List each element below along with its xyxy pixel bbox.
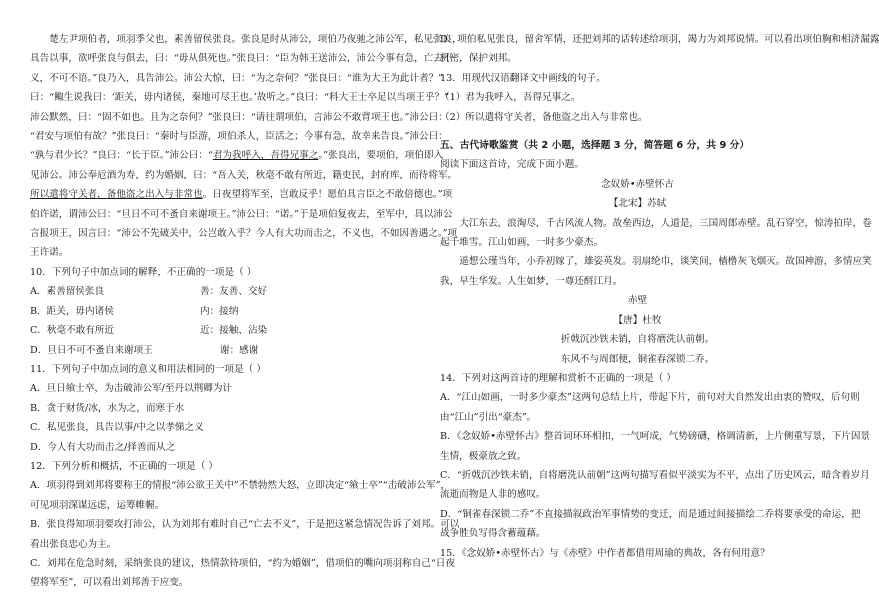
question-12-option-a-cont: 可见项羽深谋远虑，运筹帷幄。: [30, 499, 165, 511]
question-10-option-d: [30, 341, 430, 360]
passage-line: 具告以事，欲呼张良与俱去，曰：“毋从俱死也。”张良曰：“臣为韩王送沛公，沛公今事有急，亡去不: [30, 53, 453, 65]
underlined-sentence-1: 君为我呼入，吾得兄事之: [212, 150, 319, 162]
passage-line: 王许诺。: [30, 247, 69, 259]
passage-line: 楚左尹项伯者，项羽季父也，素善留侯张良。张良是时从沛公，项伯乃夜驰之沛公军，私见张良，: [49, 34, 462, 45]
question-14-option-a-cont: 由“江山”引出“豪杰”。: [440, 411, 537, 423]
question-13-item-1: （1）君为我呼入，吾得兄事之。: [440, 92, 581, 104]
question-10-stem: 10．下列句子中加点词的解释，不正确的一项是（ ）: [30, 266, 257, 278]
passage-line: [30, 185, 453, 204]
question-14-option-d-cont: 战争胜负写得含蓄蕴藉。: [440, 528, 546, 540]
passage-line: [30, 205, 453, 224]
poem-1-line: 遥想公瑾当年，小乔初嫁了，雄姿英发。羽扇纶巾，谈笑间，樯橹灰飞烟灭。故国神游，多情应笑: [459, 256, 872, 268]
option-gloss: 内：接纳: [200, 305, 239, 317]
question-11-option-d: D．今人有大功而击之/择善而从之: [30, 441, 176, 453]
question-14-option-b: B．《念奴娇•赤壁怀古》整首词环环相扣，一气呵成，气势磅礴，格调清新，上片侧重写景，下片因景: [440, 431, 871, 443]
question-12-option-d: D．项伯私见张良，留舍军情，还把刘邦的话转述给项羽，竭力为刘邦说情。可以看出项伯胸和相济漏露: [440, 34, 879, 45]
question-13-stem: 13．用现代汉语翻译文中画线的句子。: [440, 72, 606, 84]
question-10-option-b: [30, 302, 430, 321]
passage-text: 伯许诺，: [30, 208, 69, 220]
question-12-stem: 12．下列分析和概括，不正确的一项是（ ）: [30, 460, 218, 472]
passage-line: 见沛公。沛公奉卮酒为寿，约为婚姻，曰：“吾入关，秋毫不敢有所近，籍吏民，封府库，而待将军。: [30, 169, 458, 181]
poem-2-line: 东风不与周郎便，铜雀春深锁二乔。: [560, 353, 715, 365]
passage-line: 义，不可不语。”良乃入，具告沛公。沛公大惊，曰：“为之奈何？”张良曰：“谁为大王为此计者？”: [30, 72, 444, 84]
question-14-option-d: D．“铜雀春深锁二乔”不直接描叙政治军事情势的变迁，而是通过间接描绘二乔将要承受的命运，把: [440, 508, 861, 520]
question-11-option-b: B．贪于财货/冰，水为之，而寒于水: [30, 402, 185, 414]
question-14-option-a: A．“江山如画，一时多少豪杰”这两句总结上片，带起下片，前句对大自然发出由衷的赞叹，后句则: [440, 392, 860, 404]
question-12-option-a: A．项羽得到刘邦将要称王的情报“沛公欲王关中”不禁勃然大怒，立即决定“飨士卒”“击破沛公军”，: [30, 480, 451, 492]
poem-2-author: 【唐】杜牧: [613, 314, 662, 326]
passage-text: 。日夜望将军至，岂敢反乎！愿伯具言臣之不敢倍德也。”项: [202, 189, 453, 201]
question-12-option-d-cont: 机密，保护刘邦。: [440, 53, 517, 65]
right-column: [440, 30, 879, 563]
question-11-stem: 11．下列句子中加点词的意义和用法相同的一项是（ ）: [30, 363, 266, 375]
option-text: D．旦日不可不蚤自来谢项王: [30, 344, 153, 356]
option-text: B．距关，毋内诸侯: [30, 305, 114, 317]
passage-text: 谓沛公曰：“旦日不可不蚤自来谢项王。”沛公曰：“诺。”于是项伯复夜去，至军中，具以沛公: [68, 208, 453, 220]
option-gloss: 近：接触、沾染: [200, 325, 268, 337]
poem-1-title: 念奴娇•赤壁怀古: [601, 178, 674, 190]
option-text: A．素善留侯张良: [30, 286, 105, 298]
passage-text: 。”张良出，要项伯，项伯即入: [318, 150, 444, 162]
question-10-option-c: [30, 321, 430, 340]
question-12-option-c: C．刘邦在危急时刻，采纳张良的建议，热情款待项伯，“约为婚姻”，借项伯的嘴向项羽称自己“日夜: [30, 557, 455, 569]
passage-line: 曰：“鲰生说我曰：‘距关，毋内诸侯，秦地可尽王也。’故听之。”良曰：“料大王士卒足以当项王乎？”: [30, 92, 450, 104]
question-12-option-c-cont: 望将军至”，可以看出刘邦善于应变。: [30, 577, 189, 589]
question-10-option-a: [30, 282, 430, 301]
section-heading: 五、古代诗歌鉴赏（共 2 小题，选择题 3 分，简答题 6 分，共 9 分）: [440, 140, 750, 152]
option-text: C．秋毫不敢有所近: [30, 325, 115, 337]
question-11-option-a: A．旦日飨士卒，为击破沛公军/至丹以荆卿为计: [30, 383, 233, 395]
option-gloss: 谢：感谢: [220, 344, 259, 356]
question-13-item-2: （2）所以遣将守关者，备他盗之出入与非常也。: [440, 111, 648, 123]
passage-text: “孰与君少长？”良曰：“长于臣。”沛公曰：“: [30, 150, 213, 162]
poem-2-line: 折戟沉沙铁未销，自将磨洗认前朝。: [560, 334, 715, 346]
passage-line: 沛公默然，曰：“固不如也。且为之奈何？”张良曰：“请往谓项伯，言沛公不敢背项王也。”沛公曰：: [30, 111, 448, 123]
question-14-option-c-cont: 流逝而物是人非的感叹。: [440, 489, 546, 501]
option-gloss: 善：友善、交好: [200, 286, 268, 298]
question-14-stem: 14．下列对这两首诗的理解和赏析不正确的一项是（ ）: [440, 372, 676, 384]
question-11-option-c: C．私见张良，具告以事/中之以孝悌之义: [30, 422, 204, 434]
question-12-option-b: B．张良得知项羽要攻打沛公，认为刘邦有难时自己“亡去不义”，于是把这紧急情况告诉了刘邦。可以: [30, 519, 460, 531]
question-14-option-c: C．“折戟沉沙铁未销，自将磨洗认前朝”这两句描写看似平淡实为不平，点出了历史风云，暗含着岁月: [440, 469, 870, 481]
passage-line: [30, 146, 444, 165]
poem-1-line: 大江东去，浪淘尽，千古风流人物。故垒西边，人道是，三国周郎赤壁。乱石穿空，惊涛拍岸，卷: [459, 217, 872, 229]
question-15-stem: 15．《念奴娇•赤壁怀古》与《赤壁》中作者都借用周瑜的典故，各有何用意？: [440, 547, 770, 559]
passage-line: 言报项王，因言曰：“沛公不先破关中，公岂敢入乎？今人有大功而击之，不义也，不如因善遇之。”项: [30, 228, 458, 240]
question-12-option-b-cont: 看出张良忠心为主。: [30, 538, 117, 550]
poem-1-author: 【北宋】苏轼: [608, 198, 667, 210]
poem-2-title: 赤壁: [627, 295, 648, 307]
question-14-option-b-cont: 生情，极豪放之致。: [440, 450, 527, 462]
passage-line: “君安与项伯有故？”张良曰：“秦时与臣游，项伯杀人，臣活之；今事有急，故幸来告良。”沛公曰：: [30, 131, 448, 143]
section-instruction: 阅读下面这首诗，完成下面小题。: [440, 159, 584, 171]
underlined-sentence-2: 所以遣将守关者，备他盗之出入与非常也: [30, 189, 203, 201]
spacer: [440, 127, 835, 136]
poem-1-line: 起千堆雪。江山如画，一时多少豪杰。: [440, 237, 604, 249]
poem-1-line: 我，早生华发。人生如梦，一尊还酹江月。: [440, 275, 623, 287]
left-column: [30, 30, 462, 593]
